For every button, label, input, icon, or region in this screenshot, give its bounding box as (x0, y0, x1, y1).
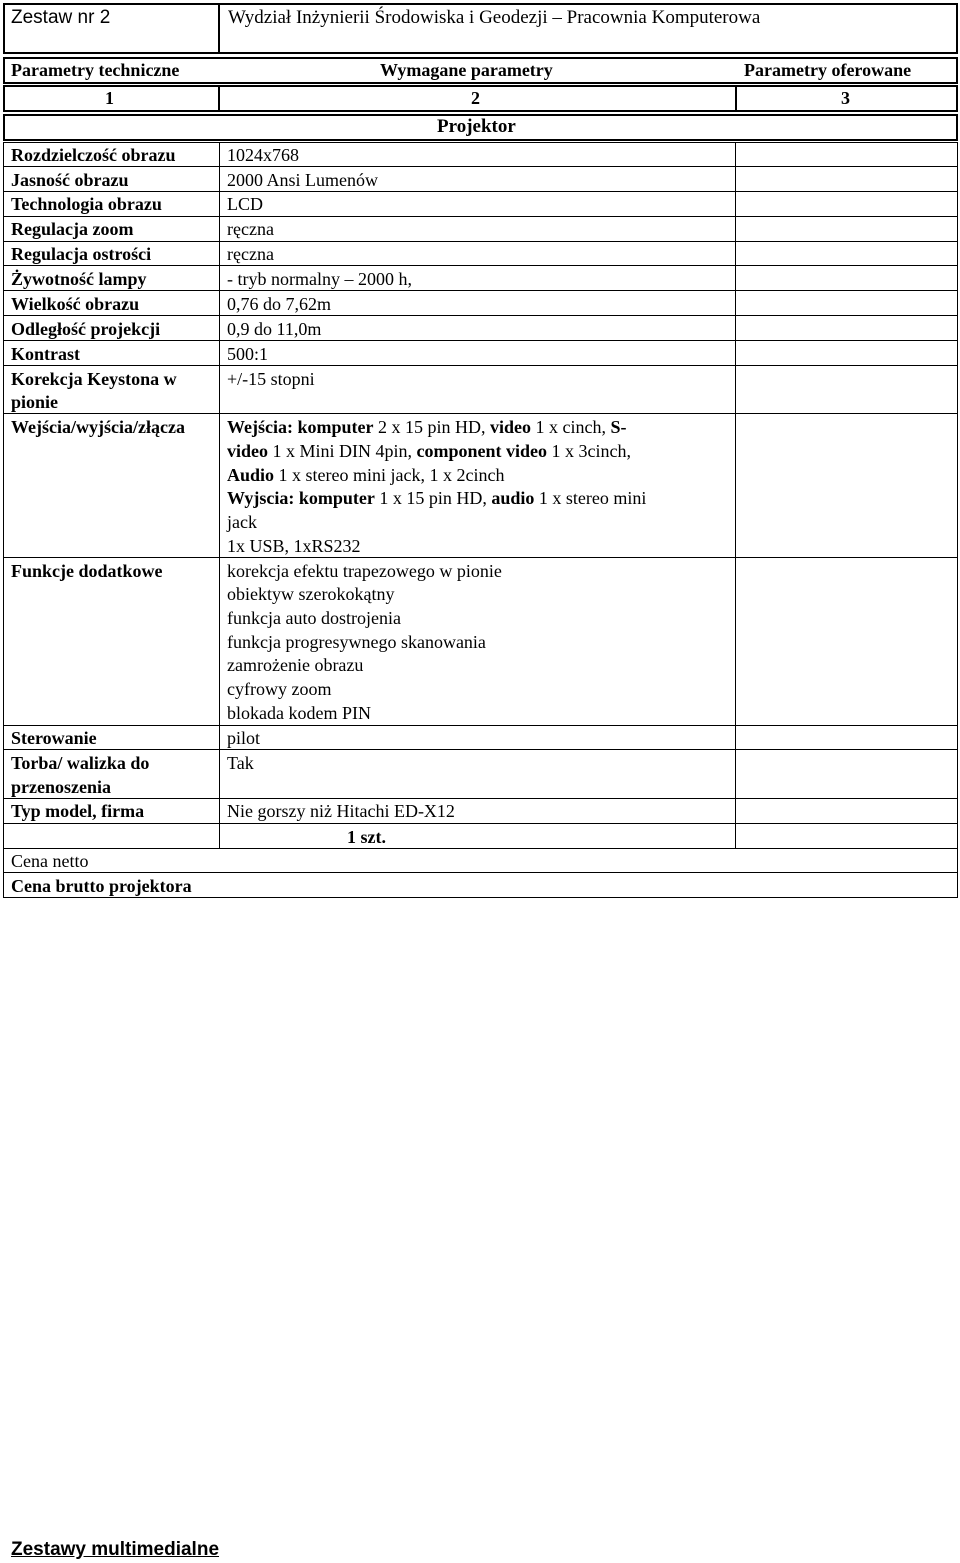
label-focus: Regulacja ostrości (11, 244, 152, 264)
label-bag-line2: przenoszenia (11, 777, 111, 797)
label-extra-functions: Funkcje dodatkowe (11, 561, 163, 581)
value-technology: LCD (227, 194, 263, 214)
extra-function-item: zamrożenie obrazu (227, 655, 364, 675)
row-separator (4, 725, 957, 726)
column-number-3: 3 (841, 88, 850, 108)
row-separator (4, 365, 957, 366)
extra-function-item: funkcja progresywnego skanowania (227, 632, 486, 652)
io-inputs-video: 1 x cinch, (531, 417, 611, 437)
label-projection-distance: Odległość projekcji (11, 319, 161, 339)
header-divider (218, 3, 220, 54)
extra-function-item: funkcja auto dostrojenia (227, 608, 401, 628)
extra-function-item: obiektyw szerokokątny (227, 584, 395, 604)
column-number-1: 1 (105, 88, 114, 108)
io-component-label: component video (416, 441, 548, 461)
io-outputs-label: Wyjscia: (227, 488, 295, 508)
label-resolution: Rozdzielczość obrazu (11, 145, 176, 165)
row-separator (4, 749, 957, 750)
io-inputs-label: Wejścia: (227, 417, 293, 437)
value-contrast: 500:1 (227, 344, 269, 364)
value-io-line3 (227, 463, 504, 487)
row-separator (4, 798, 957, 799)
value-io-usb: 1x USB, 1xRS232 (227, 536, 361, 556)
numbers-row (3, 85, 958, 112)
row-separator (4, 216, 957, 217)
label-lamp-life: Żywotność lampy (11, 269, 147, 289)
value-keystone: +/-15 stopni (227, 369, 315, 389)
label-brightness: Jasność obrazu (11, 170, 129, 190)
io-out-computer-label: komputer (298, 488, 375, 508)
value-resolution: 1024x768 (227, 145, 299, 165)
label-image-size: Wielkość obrazu (11, 294, 140, 314)
row-separator (4, 413, 957, 414)
label-bag-line1: Torba/ walizka do (11, 753, 150, 773)
value-io-line2 (227, 439, 631, 463)
io-svideo-label-b: video (227, 441, 269, 461)
extra-function-item: cyfrowy zoom (227, 679, 332, 699)
label-keystone-line1: Korekcja Keystona w (11, 369, 177, 389)
io-inputs-svideo: 1 x Mini DIN 4pin, (268, 441, 417, 461)
value-lamp-life: - tryb normalny – 2000 h, (227, 269, 412, 289)
extra-function-item: korekcja efektu trapezowego w pionie (227, 561, 502, 581)
numbers-divider-2 (735, 85, 737, 112)
io-outputs-audio: 1 x stereo mini (534, 488, 647, 508)
section-title: Projektor (437, 116, 516, 137)
net-price-label: Cena netto (11, 851, 89, 871)
value-zoom: ręczna (227, 219, 274, 239)
spec-table-divider-right (735, 142, 736, 848)
label-contrast: Kontrast (11, 344, 80, 364)
label-io: Wejścia/wyjścia/złącza (11, 417, 185, 437)
label-model: Typ model, firma (11, 801, 145, 821)
io-inputs-computer: 2 x 15 pin HD, (373, 417, 490, 437)
io-svideo-label-a: S- (610, 417, 627, 437)
io-audio-label: Audio (227, 465, 275, 485)
io-computer-label: komputer (297, 417, 374, 437)
value-control: pilot (227, 728, 261, 748)
value-projection-distance: 0,9 do 11,0m (227, 319, 322, 339)
column-header-offered: Parametry oferowane (744, 60, 912, 80)
value-image-size: 0,76 do 7,62m (227, 294, 332, 314)
department-title: Wydział Inżynierii Środowiska i Geodezji – Pracownia Komputerowa (228, 7, 761, 28)
set-number: Zestaw nr 2 (11, 7, 111, 28)
quantity: 1 szt. (347, 827, 386, 847)
label-technology: Technologia obrazu (11, 194, 162, 214)
io-video-label: video (489, 417, 531, 437)
row-separator (4, 557, 957, 558)
value-bag: Tak (227, 753, 254, 773)
io-out-audio-label: audio (491, 488, 535, 508)
row-separator (4, 823, 957, 824)
value-model: Nie gorszy niż Hitachi ED-X12 (227, 801, 455, 821)
label-control: Sterowanie (11, 728, 97, 748)
value-focus: ręczna (227, 244, 274, 264)
column-number-2: 2 (471, 88, 480, 108)
row-separator (4, 290, 957, 291)
column-header-technical: Parametry techniczne (11, 60, 180, 80)
extra-function-item: blokada kodem PIN (227, 703, 371, 723)
column-header-required: Wymagane parametry (380, 60, 553, 80)
spec-table-divider-left (219, 142, 220, 848)
footer-title: Zestawy multimedialne (11, 1539, 220, 1560)
row-separator (4, 872, 957, 873)
value-io-line1 (227, 415, 627, 439)
row-separator (4, 315, 957, 316)
row-separator (4, 848, 957, 849)
numbers-divider-1 (218, 85, 220, 112)
label-zoom: Regulacja zoom (11, 219, 134, 239)
io-inputs-component: 1 x 3cinch, (547, 441, 631, 461)
gross-price-label: Cena brutto projektora (11, 876, 192, 896)
label-keystone-line2: pionie (11, 392, 59, 412)
value-io-line5: jack (227, 512, 257, 532)
value-brightness: 2000 Ansi Lumenów (227, 170, 378, 190)
io-outputs-computer: 1 x 15 pin HD, (374, 488, 492, 508)
io-inputs-audio: 1 x stereo mini jack, 1 x 2cinch (274, 465, 505, 485)
value-io-line4 (227, 486, 646, 510)
